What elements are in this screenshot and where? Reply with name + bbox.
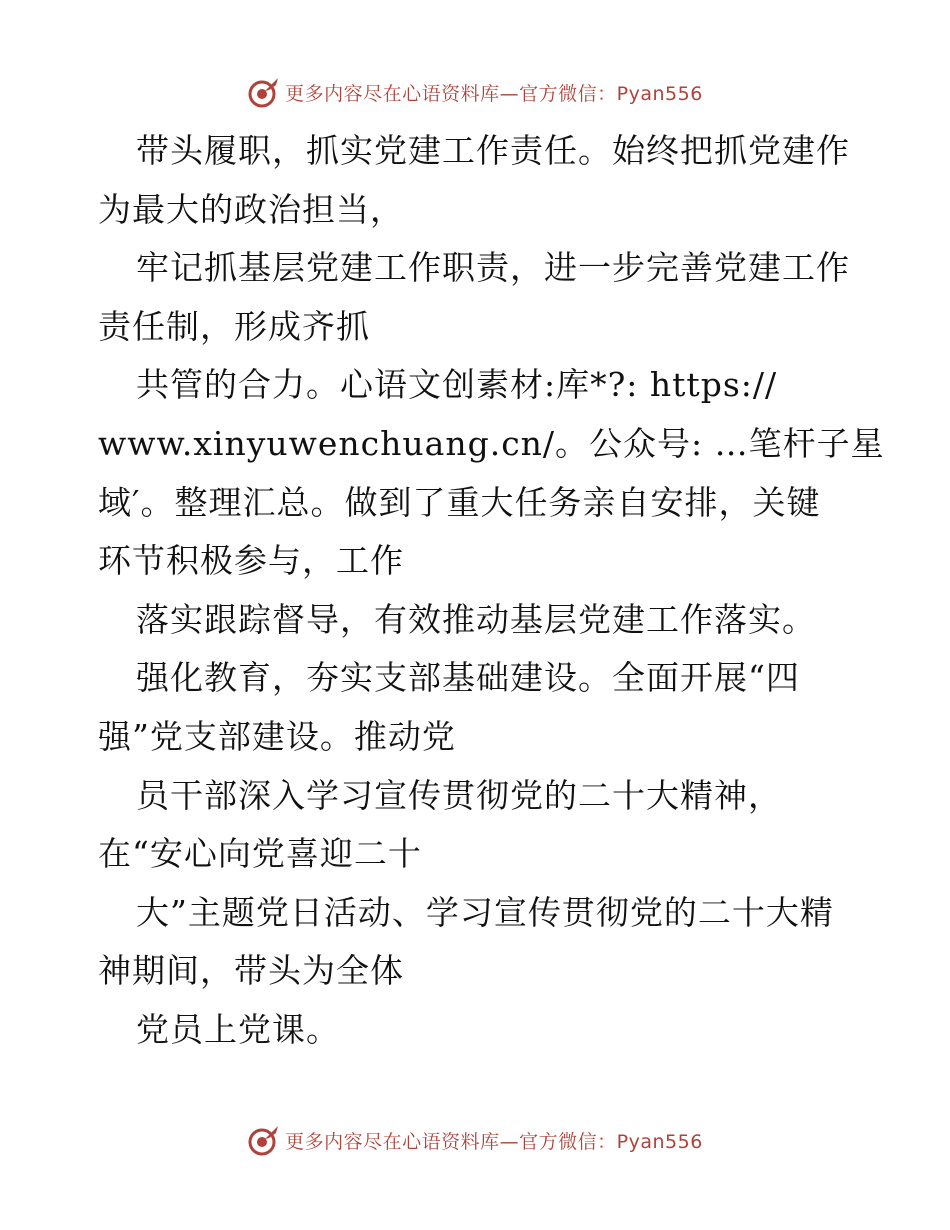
body-text-line: 带头履职，抓实党建工作责任。始终把抓党建作 bbox=[136, 131, 850, 170]
body-text-line: 牢记抓基层党建工作职责，进一步完善党建工作 bbox=[136, 248, 850, 288]
body-text-line: 在“安心向党喜迎二十 bbox=[98, 834, 422, 874]
body-text-line: 员干部深入学习宣传贯彻党的二十大精神， bbox=[136, 775, 782, 815]
body-text-line: 域′。整理汇总。做到了重大任务亲自安排，关键 bbox=[98, 482, 821, 522]
header-banner-text: 更多内容尽在心语资料库—官方微信：Pyan556 bbox=[285, 82, 703, 105]
body-text-line: www.xinyuwenchuang.cn/。公众号: …笔杆子星 bbox=[98, 423, 885, 463]
quill-circle-logo-icon bbox=[247, 75, 281, 109]
header-watermark-banner bbox=[0, 72, 950, 112]
body-text-line: 强化教育，夯实支部基础建设。全面开展“四 bbox=[136, 658, 800, 698]
body-text-line: 共管的合力。心语文创素材:库*?: https:// bbox=[136, 365, 778, 405]
body-text-line: 责任制，形成齐抓 bbox=[98, 306, 370, 346]
body-text-line: 党员上党课。 bbox=[136, 1009, 340, 1049]
body-text-line: 落实跟踪督导，有效推动基层党建工作落实。 bbox=[136, 599, 816, 639]
footer-watermark-banner bbox=[0, 1120, 950, 1160]
body-text-line: 大”主题党日活动、学习宣传贯彻党的二十大精 bbox=[136, 892, 834, 932]
footer-banner-text: 更多内容尽在心语资料库—官方微信：Pyan556 bbox=[285, 1130, 703, 1153]
body-text-line: 环节积极参与，工作 bbox=[98, 541, 404, 581]
body-text-line: 为最大的政治担当， bbox=[98, 189, 404, 229]
document-body bbox=[98, 122, 885, 1060]
body-text-line: 神期间，带头为全体 bbox=[98, 951, 404, 991]
quill-circle-logo-icon bbox=[247, 1123, 281, 1157]
body-text-line: 强”党支部建设。推动党 bbox=[98, 716, 456, 756]
